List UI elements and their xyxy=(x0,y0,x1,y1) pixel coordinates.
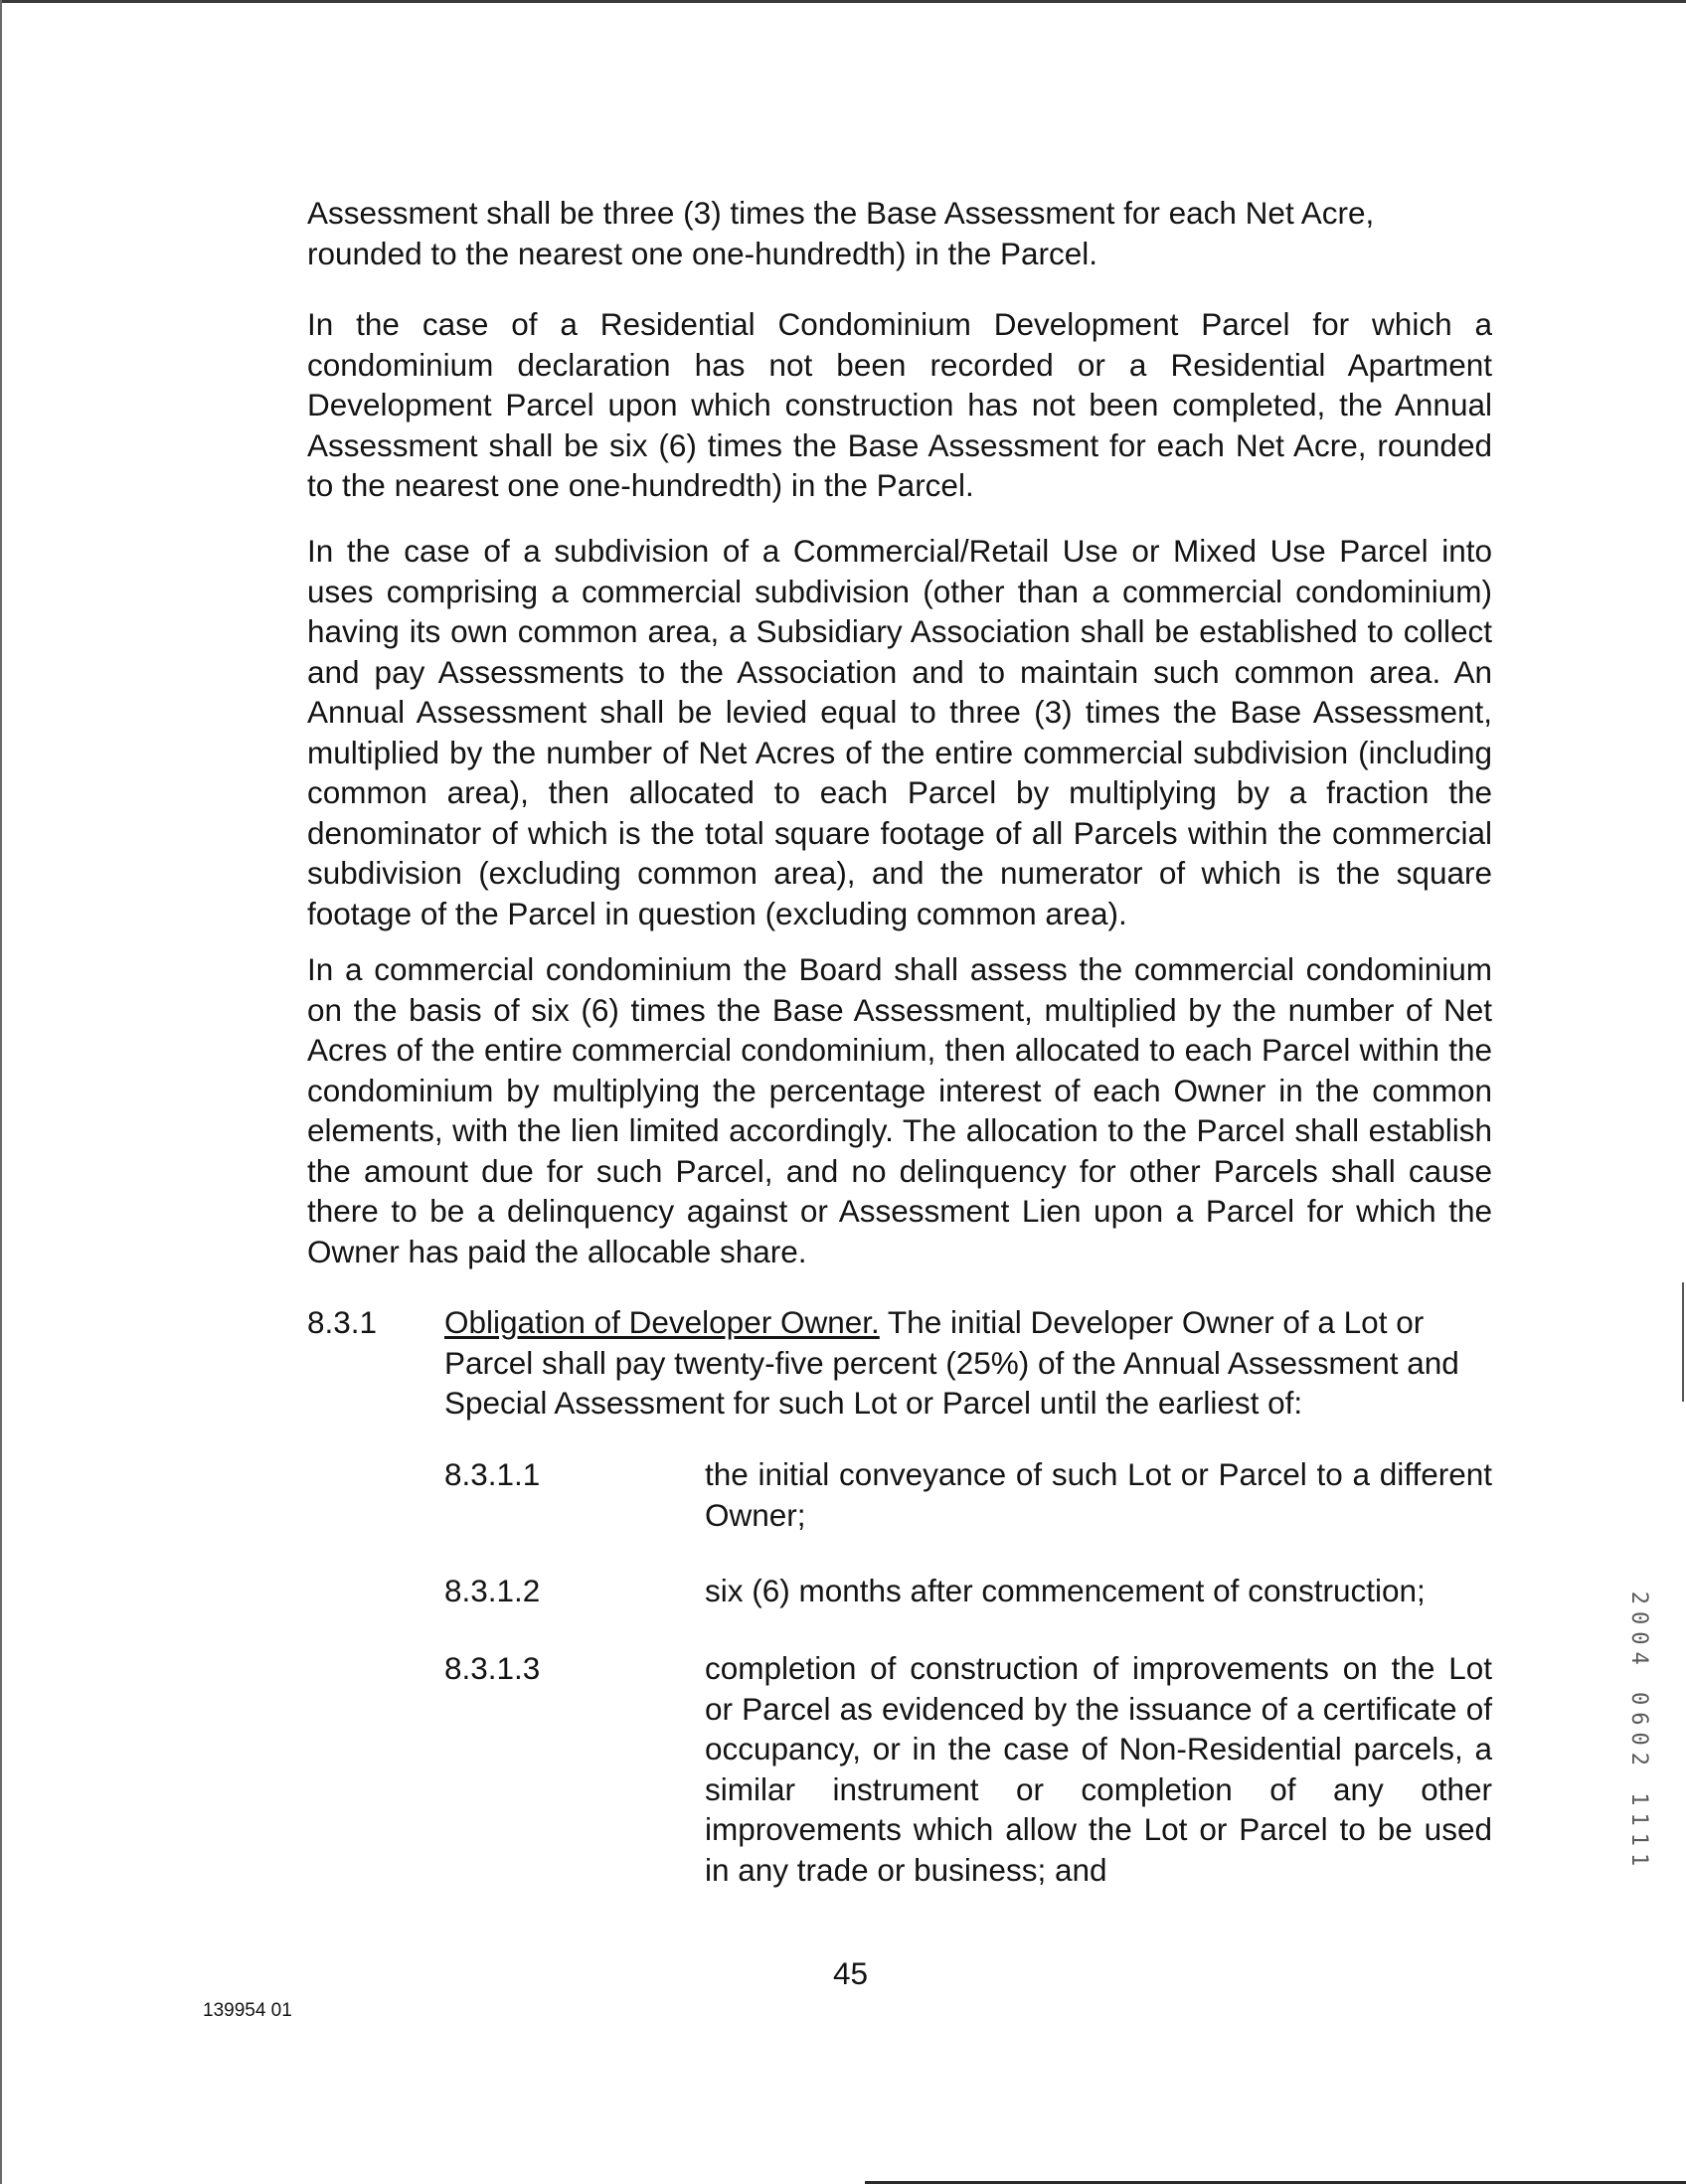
paragraph-residential-condominium: In the case of a Residential Condominium Development Parcel for which a condominium declaration has not been recorded or a Residential Apartment Development Parcel upon which construction has not been completed, the Annual Assessment shall be six (6) times the Base Assessment for each Net Acre, rounded to the nearest one one-hundredth) in the Parcel. xyxy=(307,306,1492,503)
paragraph-commercial-condominium: In a commercial condominium the Board shall assess the commercial condominium on the basis of six (6) times the Base Assessment, multiplied by the number of Net Acres of the entire commercial condominium, then allocated to each Parcel within the condominium by multiplying the percentage interest of each Owner in the common elements, with the lien limited accordingly. The allocation to the Parcel shall establish the amount due for such Parcel, and no delinquency for other Parcels shall cause there to be a delinquency against or Assessment Lien upon a Parcel for which the Owner has paid the allocable share. xyxy=(307,951,1492,1269)
scan-edge-right xyxy=(1682,1282,1684,1402)
subsection-text: completion of construction of improvements on the Lot or Parcel as evidenced by the issuance of a certificate of occupancy, or in the case of Non-Residential parcels, a similar instrument or completion of any other improvements which allow the Lot or Parcel to be used in any trade or business; and xyxy=(705,1650,1492,1888)
subsection-number: 8.3.1.2 xyxy=(444,1573,541,1608)
section-body xyxy=(444,1302,1492,1424)
subsection-text: the initial conveyance of such Lot or Parcel to a different Owner; xyxy=(705,1456,1492,1533)
page-number: 45 xyxy=(833,1955,869,1991)
document-id: 139954 01 xyxy=(203,2000,292,2021)
section-text: The initial Developer Owner of a Lot or Parcel shall pay twenty-five percent (25%) of the Annual Assessment and Special Assessment for such Lot or Parcel until the earliest of: xyxy=(444,1304,1459,1421)
subsection-number: 8.3.1.3 xyxy=(444,1650,541,1686)
paragraph-commercial-subdivision: In the case of a subdivision of a Commercial/Retail Use or Mixed Use Parcel into uses comprising a commercial subdivision (other than a commercial condominium) having its own common area, a Subsidiary Association shall be established to collect and pay Assessments to the Association and to maintain such common area. An Annual Assessment shall be levied equal to three (3) times the Base Assessment, multiplied by the number of Net Acres of the entire commercial subdivision (including common area), then allocated to each Parcel by multiplying by a fraction the denominator of which is the total square footage of all Parcels within the commercial subdivision (excluding common area), and the numerator of which is the square footage of the Parcel in question (excluding common area). xyxy=(307,533,1492,931)
subsection-number: 8.3.1.1 xyxy=(444,1456,541,1492)
section-number: 8.3.1 xyxy=(307,1304,378,1340)
recording-stamp xyxy=(1627,1566,1651,1899)
scan-edge-top xyxy=(0,0,1686,3)
subsection-text: six (6) months after commencement of construction; xyxy=(705,1573,1426,1608)
scan-edge-left xyxy=(0,0,2,2184)
section-heading: Obligation of Developer Owner. xyxy=(444,1304,880,1340)
recording-stamp-text: 2004 0602 1111 xyxy=(1626,1591,1652,1874)
paragraph-continued-assessment: Assessment shall be three (3) times the Base Assessment for each Net Acre, rounded to the nearest one one-hundredth) in the Parcel. xyxy=(307,195,1375,271)
